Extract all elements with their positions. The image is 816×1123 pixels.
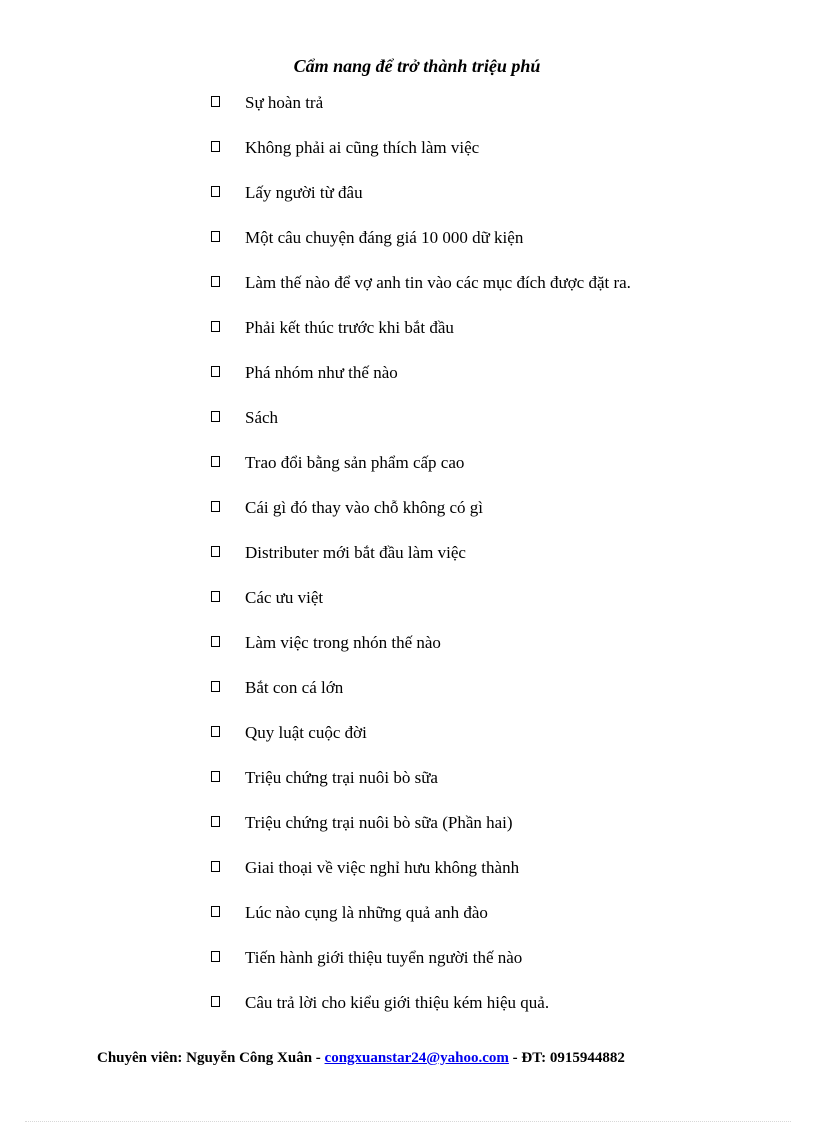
list-item-text: Trao đổi bằng sản phẩm cấp cao <box>245 453 465 472</box>
list-item <box>208 587 631 632</box>
checkbox-icon <box>211 816 220 827</box>
list-item-text: Phá nhóm như thế nào <box>245 363 398 382</box>
list-item <box>208 362 631 407</box>
list-item <box>208 722 631 767</box>
list-item-text: Giai thoại về việc nghỉ hưu không thành <box>245 858 520 877</box>
document-title: Cẩm nang để trở thành triệu phú <box>293 56 541 76</box>
checkbox-icon <box>211 996 220 1007</box>
topic-list <box>208 92 631 1037</box>
list-item-text: Câu trả lời cho kiểu giới thiệu kém hiệu quả. <box>245 993 550 1012</box>
list-item-text: Làm việc trong nhón thế nào <box>245 633 441 652</box>
list-item <box>208 542 631 587</box>
checkbox-icon <box>211 321 220 332</box>
footer-author: Chuyên viên: Nguyễn Công Xuân - <box>97 1050 325 1066</box>
list-item-text: Tiến hành giới thiệu tuyển người thế nào <box>245 948 523 967</box>
list-item-text: Sách <box>245 408 279 427</box>
checkbox-icon <box>211 96 220 107</box>
list-item-text: Không phải ai cũng thích làm việc <box>245 138 480 157</box>
checkbox-icon <box>211 951 220 962</box>
list-item-text: Lúc nào cụng là những quả anh đào <box>245 903 488 922</box>
list-item <box>208 182 631 227</box>
list-item-text: Triệu chứng trại nuôi bò sữa (Phần hai) <box>245 813 513 832</box>
list-item <box>208 272 631 317</box>
list-item-text: Lấy người từ đâu <box>245 183 363 202</box>
list-item-text: Một câu chuyện đáng giá 10 000 dữ kiện <box>245 228 524 247</box>
checkbox-icon <box>211 456 220 467</box>
list-item <box>208 407 631 452</box>
list-item <box>208 677 631 722</box>
list-item <box>208 317 631 362</box>
list-item <box>208 632 631 677</box>
checkbox-icon <box>211 231 220 242</box>
checkbox-icon <box>211 141 220 152</box>
checkbox-icon <box>211 546 220 557</box>
checkbox-icon <box>211 861 220 872</box>
footer-email-link[interactable]: congxuanstar24@yahoo.com <box>324 1050 509 1066</box>
checkbox-icon <box>211 681 220 692</box>
list-item-text: Triệu chứng trại nuôi bò sữa <box>245 768 438 787</box>
footer-phone: - ĐT: 0915944882 <box>508 1050 625 1066</box>
page-bottom-rule <box>25 1121 791 1122</box>
checkbox-icon <box>211 636 220 647</box>
list-item-text: Làm thế nào để vợ anh tin vào các mục đích được đặt ra. <box>245 273 631 292</box>
list-item-text: Phải kết thúc trước khi bắt đầu <box>245 318 454 337</box>
checkbox-icon <box>211 501 220 512</box>
list-item <box>208 452 631 497</box>
checkbox-icon <box>211 906 220 917</box>
checkbox-icon <box>211 186 220 197</box>
list-item <box>208 857 631 902</box>
list-item <box>208 992 631 1037</box>
checkbox-icon <box>211 591 220 602</box>
list-item <box>208 902 631 947</box>
list-item-text: Các ưu việt <box>245 588 324 607</box>
checkbox-icon <box>211 771 220 782</box>
checkbox-icon <box>211 726 220 737</box>
list-item-text: Cái gì đó thay vào chỗ không có gì <box>245 498 483 517</box>
list-item-text: Distributer mới bắt đầu làm việc <box>245 543 466 562</box>
list-item <box>208 92 631 137</box>
checkbox-icon <box>211 276 220 287</box>
list-item <box>208 812 631 857</box>
list-item <box>208 767 631 812</box>
list-item <box>208 227 631 272</box>
checkbox-icon <box>211 411 220 422</box>
footer <box>97 1050 625 1067</box>
checkbox-icon <box>211 366 220 377</box>
list-item-text: Quy luật cuộc đời <box>245 723 367 742</box>
list-item <box>208 137 631 182</box>
list-item <box>208 497 631 542</box>
list-item-text: Bắt con cá lớn <box>245 678 344 697</box>
list-item <box>208 947 631 992</box>
list-item-text: Sự hoàn trả <box>245 93 324 112</box>
